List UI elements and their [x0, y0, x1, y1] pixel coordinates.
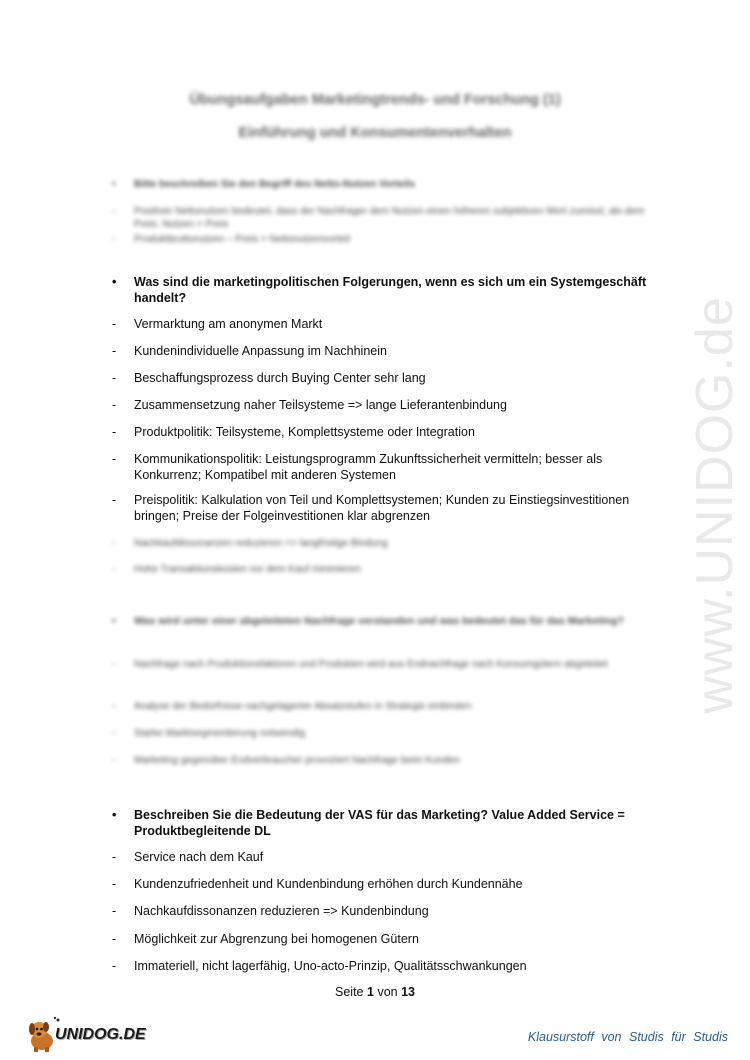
question-heading: • Beschreiben Sie die Bedeutung der VAS für das Marketing? Value Added Service = Produktbegleitende DL — [112, 808, 625, 838]
list-item: - Analyse der Bedürfnisse nachgelagerter Absatzstufen in Strategie einbinden — [112, 701, 472, 712]
logo-text: UNIDOG.DE — [55, 1026, 146, 1043]
list-item: - Hohe Transaktionskosten vor dem Kauf minimieren — [112, 564, 361, 575]
list-item: - Beschaffungsprozess durch Buying Center sehr lang — [112, 371, 426, 385]
question-heading: • Was wird unter einer abgeleiteten Nachfrage verstanden und was bedeutet das für das Marketing? — [112, 615, 624, 627]
watermark: www.UNIDOG.de — [686, 296, 744, 714]
document-subtitle: Einführung und Konsumentenverhalten — [238, 125, 512, 141]
list-item: - Kommunikationspolitik: Leistungsprogramm Zukunftssicherheit vermitteln; besser als Konkurrenz; Kompatibel mit anderen Systemen — [112, 452, 603, 482]
list-item: - Service nach dem Kauf — [112, 850, 264, 864]
list-item: - Produktbruttonutzen – Preis = Nettonutzenvorteil — [112, 234, 350, 245]
document-header — [0, 92, 750, 145]
question-heading: • Was sind die marketingpolitischen Folgerungen, wenn es sich um ein Systemgeschäft handelt? — [112, 275, 647, 305]
list-item: - Positiver Nettonutzen bedeutet, dass der Nachfrager dem Nutzen einen höheren subjektiven Wert zumisst, als dem Preis. Nutzen > Preis — [112, 206, 645, 230]
list-item: - Zusammensetzung naher Teilsysteme => lange Lieferantenbindung — [112, 398, 507, 412]
list-item: - Starke Marktsegmentierung notwendig — [112, 728, 306, 739]
list-item: - Preispolitik: Kalkulation von Teil und Komplettsystemen; Kunden zu Einstiegsinvestitionen bringen; Preise der Folgeinvestitionen klar abgrenzen — [112, 493, 630, 523]
unidog-logo[interactable] — [22, 1015, 162, 1055]
list-item: - Kundenzufriedenheit und Kundenbindung erhöhen durch Kundennähe — [112, 877, 523, 891]
tagline: Klausurstoff von Studis für Studis — [527, 1030, 728, 1044]
list-item: - Kundenindividuelle Anpassung im Nachhinein — [112, 344, 387, 358]
document-title: Übungsaufgaben Marketingtrends- und Forschung (1) — [189, 92, 561, 108]
list-item: - Produktpolitik: Teilsysteme, Komplettsysteme oder Integration — [112, 425, 475, 439]
question-heading: • Bitte beschreiben Sie den Begriff des Netto-Nutzen Vorteils — [112, 179, 415, 190]
page-number: Seite 1 von 13 — [335, 985, 415, 999]
list-item: - Immateriell, nicht lagerfähig, Uno-acto-Prinzip, Qualitätsschwankungen — [112, 959, 527, 973]
list-item: - Nachkaufdissonanzen reduzieren => Kundenbindung — [112, 904, 429, 918]
list-item: - Nachfrage nach Produktionsfaktoren und Produkten wird aus Endnachfrage nach Konsumgütern abgeleitet — [112, 659, 608, 670]
list-item: - Vermarktung am anonymen Markt — [112, 317, 323, 331]
list-item: - Nachkaufdissonanzen reduzieren => langfristige Bindung — [112, 538, 388, 549]
list-item: - Möglichkeit zur Abgrenzung bei homogenen Gütern — [112, 932, 419, 946]
list-item: - Marketing gegenüber Endverbraucher provoziert Nachfrage beim Kunden — [112, 755, 460, 766]
